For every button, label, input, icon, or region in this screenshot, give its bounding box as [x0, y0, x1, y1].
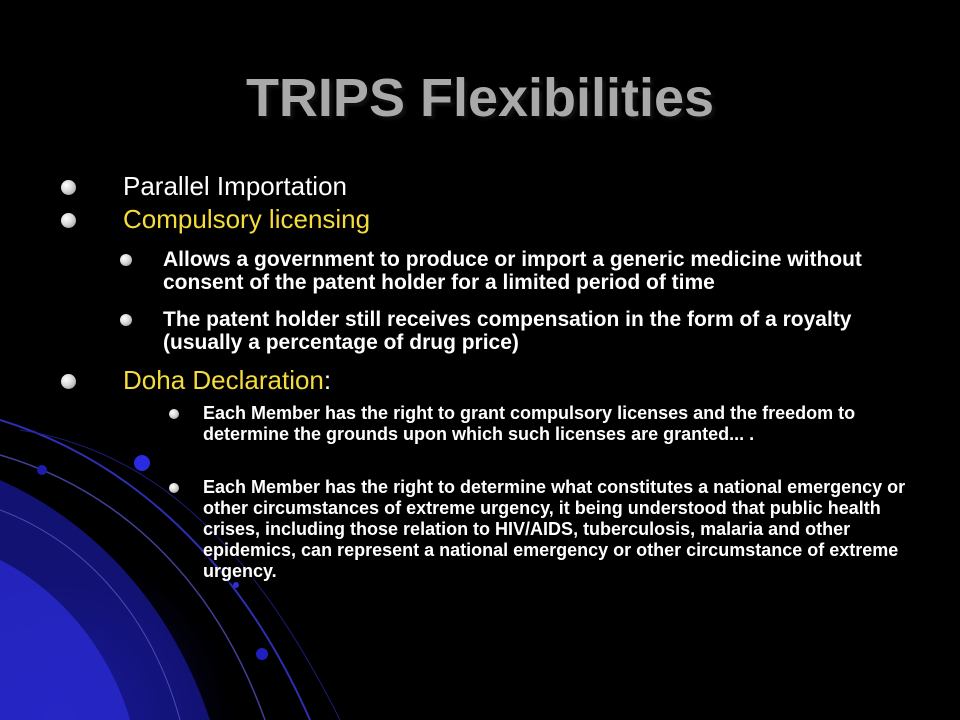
bullet-dot-icon: [120, 254, 132, 266]
subbullet-doha-1: Each Member has the right to grant compulsory licenses and the freedom to determine the grounds upon which such licenses are granted... .: [203, 403, 908, 445]
decor-dot: [256, 648, 268, 660]
bullet-dot-icon: [120, 314, 132, 326]
bullet-parallel-importation: Parallel Importation: [123, 170, 923, 202]
bullet-dot-icon: [61, 374, 76, 389]
subbullet-compulsory-2: The patent holder still receives compensation in the form of a royalty (usually a percentage of drug price): [163, 308, 913, 354]
bullet-doha-declaration: Doha Declaration:: [123, 364, 923, 396]
subbullet-doha-2: Each Member has the right to determine what constitutes a national emergency or other circumstances of extreme urgency, it being understood that public health crises, including those relation to HIV/AIDS, tuberculosis, malaria and other epidemics, can represent a national emergency or other circumstance of extreme urgency.: [203, 477, 908, 582]
decor-dot: [134, 455, 150, 471]
bullet-dot-icon: [169, 409, 179, 419]
decor-dot: [233, 582, 239, 588]
bullet-dot-icon: [61, 180, 76, 195]
decor-dot: [37, 465, 47, 475]
bullet-compulsory-licensing: Compulsory licensing: [123, 203, 923, 235]
subbullet-compulsory-1: Allows a government to produce or import a generic medicine without consent of the patent holder for a limited period of time: [163, 248, 913, 294]
bullet-dot-icon: [169, 483, 179, 493]
bullet-dot-icon: [61, 213, 76, 228]
slide-title: TRIPS Flexibilities: [245, 68, 715, 128]
